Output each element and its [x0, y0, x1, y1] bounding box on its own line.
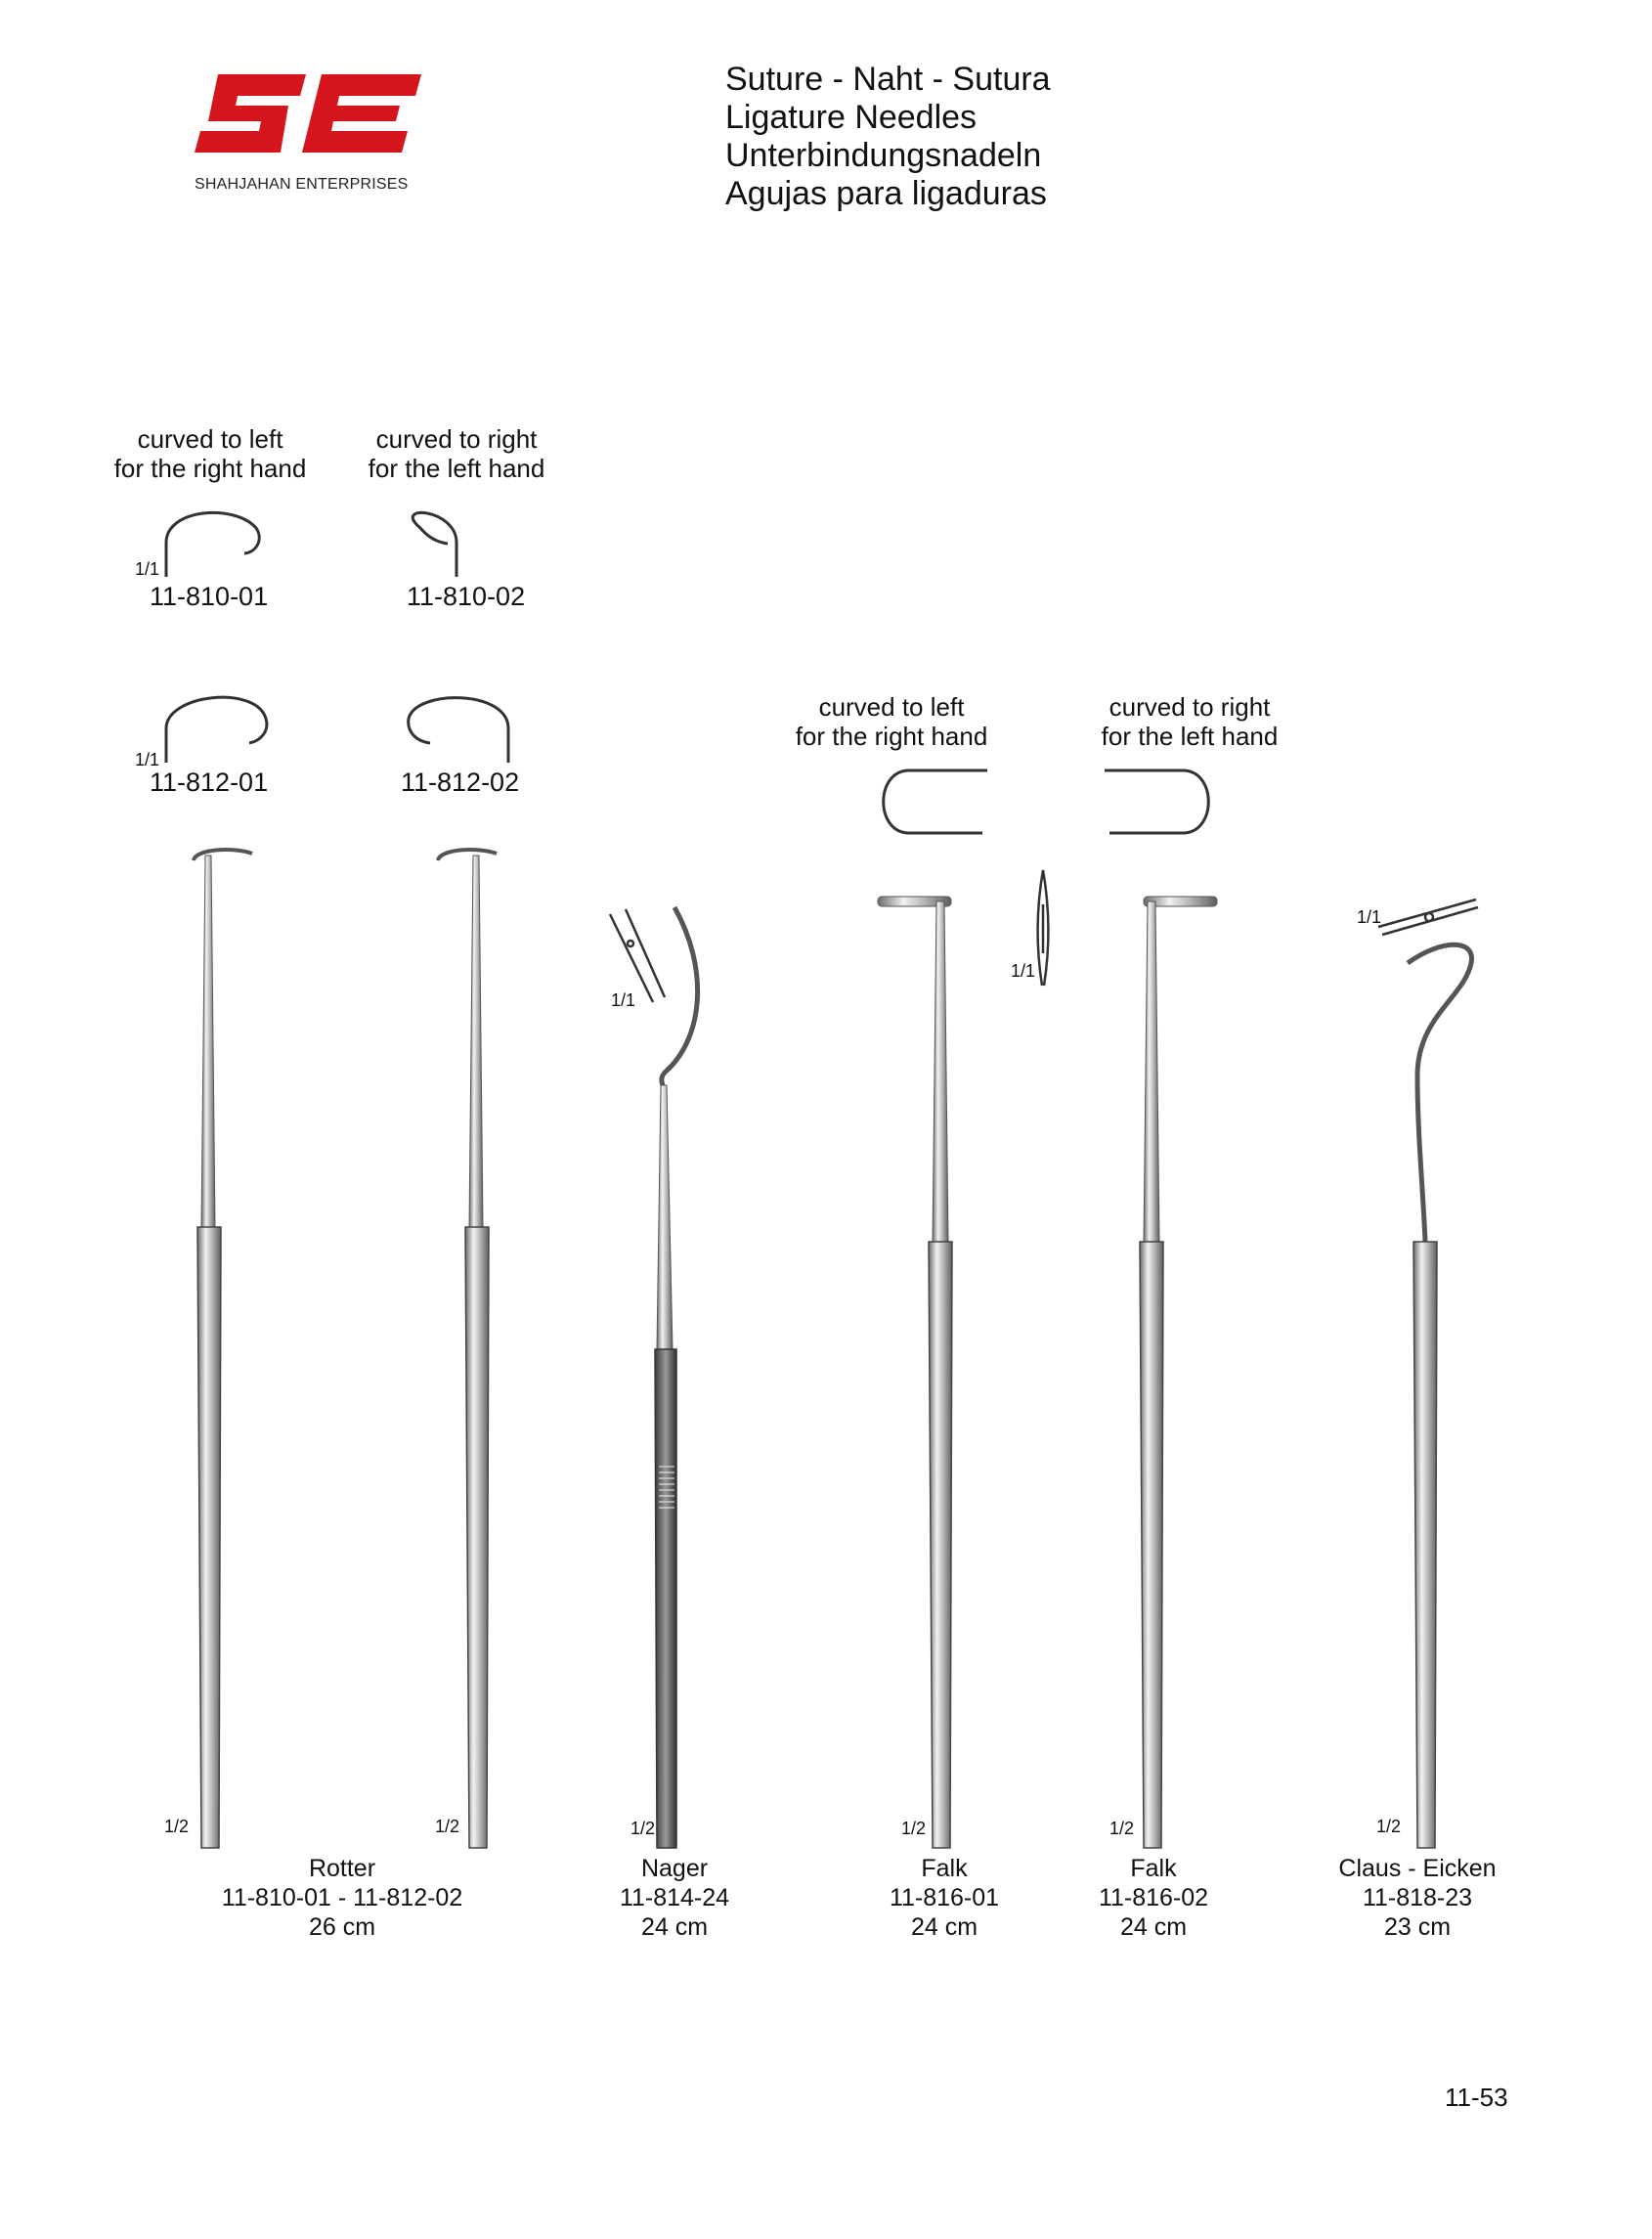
title-line: Ligature Needles [725, 99, 978, 136]
scale-label: 1/2 [901, 1819, 927, 1838]
needle-code: 11-812-01 [150, 768, 269, 797]
scale-label: 1/1 [135, 750, 160, 769]
label-line: for the right hand [113, 454, 307, 483]
needle-code: 11-810-02 [407, 582, 526, 611]
instrument-name: Rotter [308, 1855, 376, 1882]
falk-tip-icon [1038, 870, 1049, 986]
title-line: Agujas para ligaduras [725, 175, 1047, 212]
instrument-caption [1300, 1854, 1535, 1942]
scale-label: 1/1 [1357, 907, 1382, 927]
scale-label: 1/2 [1109, 1819, 1135, 1838]
title-line: Unterbindungsnadeln [725, 137, 1042, 174]
instrument-code: 11-814-24 [619, 1884, 730, 1911]
scale-label: 1/2 [164, 1817, 190, 1836]
rotter-instrument-icon [194, 850, 252, 1848]
falk-hairpin-icon [884, 770, 1209, 833]
instrument-size: 26 cm [308, 1913, 376, 1941]
instrument-code: 11-818-23 [1362, 1884, 1473, 1911]
instrument-size: 24 cm [910, 1913, 978, 1941]
instrument-caption [577, 1854, 772, 1942]
company-name: SHAHJAHAN ENTERPRISES [195, 176, 409, 193]
label-line: curved to left [818, 692, 965, 722]
label-line: for the left hand [1101, 722, 1279, 751]
title-line: Suture - Naht - Sutura [725, 61, 1051, 98]
scale-label: 1/1 [135, 559, 160, 579]
instrument-size: 23 cm [1383, 1913, 1452, 1941]
claus-eicken-instrument-icon [1408, 944, 1471, 1848]
instrument-code: 11-810-01 - 11-812-02 [221, 1884, 463, 1911]
claus-tip-icon [1378, 900, 1478, 935]
nager-tip-icon [610, 909, 665, 1002]
label-line: curved to right [375, 424, 538, 454]
instrument-size: 24 cm [1119, 1913, 1188, 1941]
needle-code: 11-810-01 [150, 582, 269, 611]
instrument-caption [1056, 1854, 1251, 1942]
rotter-instrument-icon [438, 850, 497, 1848]
instrument-name: Falk [1130, 1855, 1177, 1882]
instrument-code: 11-816-01 [889, 1884, 1000, 1911]
nager-instrument-icon [655, 907, 698, 1848]
label-line: for the left hand [368, 454, 545, 483]
label-line: curved to left [137, 424, 283, 454]
instrument-code: 11-816-02 [1098, 1884, 1209, 1911]
needle-detail-icon [166, 512, 508, 763]
label-line: curved to right [1109, 692, 1271, 722]
instrument-name: Falk [921, 1855, 968, 1882]
scale-label: 1/2 [435, 1817, 460, 1836]
instrument-caption [186, 1854, 499, 1942]
scale-label: 1/1 [611, 990, 636, 1010]
scale-label: 1/2 [630, 1819, 656, 1838]
falk-instrument-icon [1140, 897, 1217, 1848]
instrument-caption [847, 1854, 1042, 1942]
scale-label: 1/1 [1011, 961, 1036, 981]
instrument-name: Claus - Eicken [1338, 1855, 1497, 1882]
label-line: for the right hand [795, 722, 988, 751]
instrument-size: 24 cm [640, 1913, 709, 1941]
instrument-name: Nager [640, 1855, 709, 1882]
scale-label: 1/2 [1376, 1817, 1402, 1836]
page-number: 11-53 [1445, 2083, 1508, 2112]
falk-instrument-icon [878, 897, 952, 1848]
needle-code: 11-812-02 [401, 768, 520, 797]
